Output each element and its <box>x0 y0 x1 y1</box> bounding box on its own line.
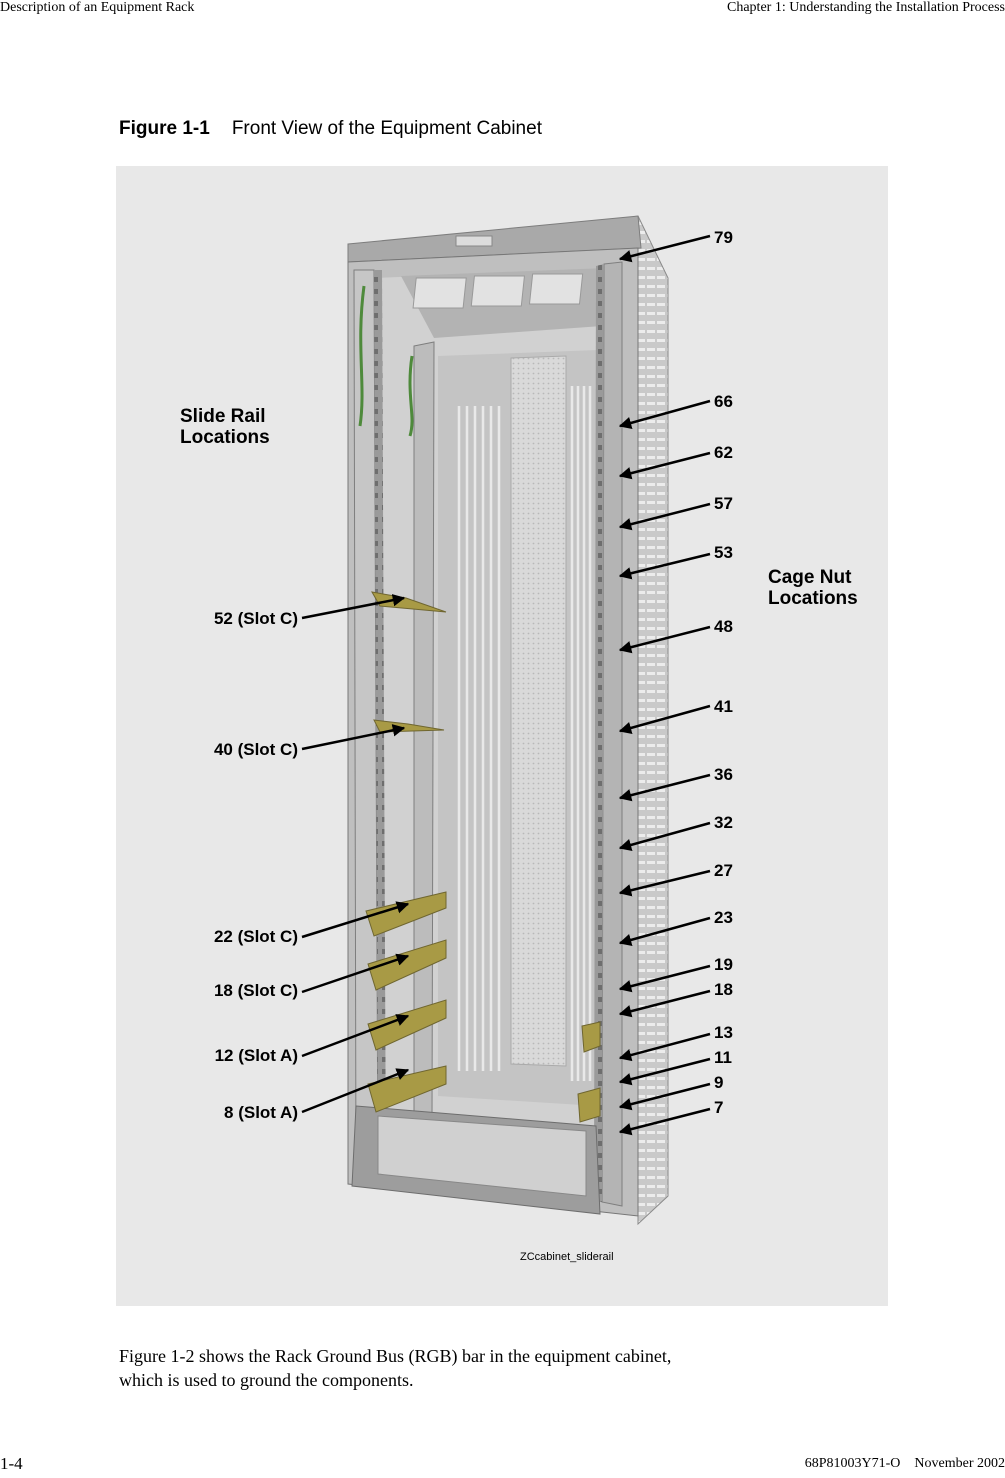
cage-nut-label: 79 <box>714 228 733 247</box>
slide-rail-heading-line1: Slide Rail <box>180 406 266 427</box>
cage-nut-label: 32 <box>714 813 733 832</box>
slide-rail-heading <box>180 406 271 448</box>
running-header-left: Description of an Equipment Rack <box>0 0 195 15</box>
body-line-1: Figure 1-2 shows the Rack Ground Bus (RGB) bar in the equipment cabinet, <box>119 1346 672 1366</box>
cage-nut-label: 23 <box>714 908 733 927</box>
figure-caption <box>119 118 542 140</box>
slide-rail-label: 40 (Slot C) <box>213 740 298 759</box>
slide-rail-label: 12 (Slot A) <box>214 1046 298 1065</box>
cage-nut-label: 41 <box>714 697 733 716</box>
body-paragraph <box>119 1344 799 1392</box>
cage-nut-label: 66 <box>714 392 733 411</box>
cabinet-drawing <box>348 216 668 1224</box>
cage-nut-label: 36 <box>714 765 733 784</box>
cage-nut-label: 7 <box>714 1098 724 1117</box>
cage-nut-label: 9 <box>714 1073 724 1092</box>
cage-nut-heading-line1: Cage Nut <box>768 567 852 588</box>
figure-title: Front View of the Equipment Cabinet <box>231 118 542 139</box>
cabinet-figure <box>116 166 888 1306</box>
slide-rail-label: 18 (Slot C) <box>213 981 298 1000</box>
cage-nut-label: 19 <box>714 955 733 974</box>
image-filename: ZCcabinet_sliderail <box>520 1251 614 1263</box>
cage-nut-label: 13 <box>714 1023 733 1042</box>
cage-nut-label: 11 <box>714 1048 732 1067</box>
cage-nut-label: 62 <box>714 443 733 462</box>
cage-nut-label: 57 <box>714 494 733 513</box>
cabinet-illustration <box>116 166 888 1306</box>
page-number: 1-4 <box>0 1454 23 1473</box>
figure-number: Figure 1-1 <box>119 118 210 139</box>
slide-rail-label: 8 (Slot A) <box>224 1103 298 1122</box>
body-line-2: which is used to ground the components. <box>119 1370 414 1390</box>
slide-rail-label: 52 (Slot C) <box>213 609 298 628</box>
cage-nut-heading-line2: Locations <box>768 588 858 609</box>
slide-rail-label: 22 (Slot C) <box>213 927 298 946</box>
slide-rail-heading-line2: Locations <box>180 427 270 448</box>
cage-nut-label: 53 <box>714 543 733 562</box>
running-header-right: Chapter 1: Understanding the Installation Process <box>727 0 1005 15</box>
cage-nut-label: 48 <box>714 617 733 636</box>
document-id: 68P81003Y71-O November 2002 <box>804 1456 1005 1471</box>
cage-nut-label: 18 <box>714 980 733 999</box>
cage-nut-label: 27 <box>714 861 733 880</box>
cage-nut-heading <box>768 567 858 609</box>
